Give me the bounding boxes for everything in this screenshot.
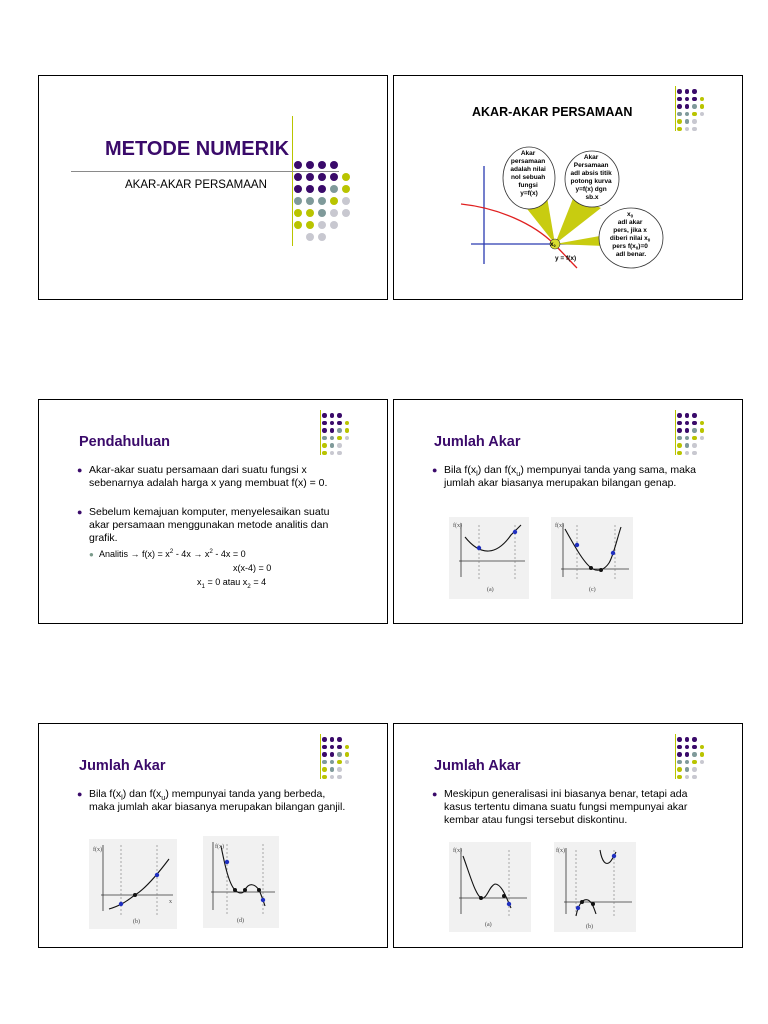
decorative-dot	[337, 451, 342, 456]
callout2-line: sb.x	[585, 194, 599, 201]
decorative-dot	[345, 436, 350, 441]
caption-a: (a)	[485, 922, 492, 928]
decorative-dot	[685, 760, 690, 765]
callout2-line: potong kurva	[570, 178, 612, 185]
slide-title: AKAR-AKAR PERSAMAAN	[472, 105, 633, 119]
slide-title[interactable]	[38, 75, 388, 300]
decorative-dot	[330, 737, 335, 742]
decorative-dot	[322, 737, 327, 742]
svg-text:f(x): f(x)	[215, 844, 224, 850]
decorative-dot	[306, 233, 314, 241]
decorative-dot	[692, 127, 697, 132]
decorative-dot	[700, 760, 705, 765]
decorative-dot	[692, 104, 697, 109]
decorative-dot	[294, 221, 302, 229]
callout2-line: y=f(x) dgn	[575, 186, 607, 193]
decorative-dot	[677, 760, 682, 765]
bullet-item: ● Bila $f(x_l)$ dan $f(x_u)$ mempunyai tanda yang berbeda, maka jumlah akar biasanya merupakan bilangan ganjil.	[77, 788, 346, 813]
callout3-line: )=0	[638, 243, 648, 250]
decorative-dot	[692, 428, 697, 433]
decorative-dot	[322, 436, 327, 441]
decorative-dot	[700, 97, 705, 102]
decorative-dot	[318, 173, 326, 181]
slide-jumlah-akar-kembar[interactable]	[393, 723, 743, 948]
decorative-dot	[330, 428, 335, 433]
root-diagram	[459, 146, 739, 276]
slide-jumlah-akar-ganjil[interactable]	[38, 723, 388, 948]
svg-text:x0 adl akar pers,: $x_0$ adl akar pers, jika x diberi nilai $x_0$ pers $f(x_0)=0$ adl benar.	[609, 211, 651, 258]
bullet-item: ● Bila $f(x_l)$ dan $f(x_u)$ mempunyai tanda yang sama, maka jumlah akar biasanya merupakan bilangan genap.	[432, 464, 697, 489]
decorative-dot	[337, 737, 342, 742]
root-label: x	[550, 241, 554, 248]
decorative-dot	[318, 161, 326, 169]
decorative-dot	[318, 185, 326, 193]
graph-d	[203, 836, 279, 928]
decorative-dot	[677, 752, 682, 757]
callout1-line: nol sebuah	[510, 174, 546, 181]
callout2-line: adl absis titik	[570, 170, 612, 177]
divider	[71, 171, 339, 172]
decorative-dot	[337, 421, 342, 426]
decorative-dot	[345, 428, 350, 433]
accent-line	[675, 410, 676, 455]
decorative-dot	[322, 775, 327, 780]
svg-text:f(x): f(x)	[555, 523, 564, 529]
svg-text:x0: x0	[550, 241, 556, 248]
decorative-dot	[692, 752, 697, 757]
decorative-dot	[322, 421, 327, 426]
decorative-dot	[306, 161, 314, 169]
decorative-dot	[677, 767, 682, 772]
caption-b: (b)	[586, 924, 593, 930]
decorative-dot	[700, 752, 705, 757]
callout1-line: fungsi	[518, 182, 538, 189]
bullet-item: ● Sebelum kemajuan komputer, menyelesaikan suatu akar persamaan menggunakan metode analitis dan grafik.	[77, 506, 330, 544]
decorative-dot	[692, 119, 697, 124]
decorative-dot	[692, 737, 697, 742]
caption-b: (b)	[133, 919, 140, 925]
decorative-dot	[294, 197, 302, 205]
decorative-dot	[337, 436, 342, 441]
decorative-dot	[337, 752, 342, 757]
bullet-item: ● Meskipun generalisasi ini biasanya benar, tetapi ada kasus tertentu dimana suatu fungsi mempunyai akar kembar atau fungsi tersebut diskontinu.	[432, 788, 688, 826]
decorative-dot	[692, 421, 697, 426]
decorative-dot	[685, 97, 690, 102]
decorative-dot	[322, 443, 327, 448]
graph-a	[449, 517, 529, 599]
decorative-dot	[330, 173, 338, 181]
decorative-dot	[700, 745, 705, 750]
decorative-dot	[677, 89, 682, 94]
slide-akar-akar[interactable]	[393, 75, 743, 300]
decorative-dot	[685, 428, 690, 433]
decorative-dot	[322, 760, 327, 765]
decorative-dot	[330, 451, 335, 456]
decorative-dot	[692, 89, 697, 94]
decorative-dot	[337, 767, 342, 772]
decorative-dot	[692, 451, 697, 456]
slide-jumlah-akar-genap[interactable]	[393, 399, 743, 624]
callout3-line: pers, jika x	[613, 227, 647, 234]
decorative-dot	[330, 161, 338, 169]
decorative-dot	[692, 760, 697, 765]
callout3-line: x	[627, 211, 631, 218]
decorative-dot	[685, 119, 690, 124]
decorative-dot	[337, 775, 342, 780]
slide-title: Jumlah Akar	[434, 434, 521, 450]
decorative-dot	[337, 443, 342, 448]
decorative-dot	[330, 185, 338, 193]
decorative-dot	[345, 421, 350, 426]
caption-d: (d)	[237, 918, 244, 924]
decorative-dot	[318, 233, 326, 241]
decorative-dot	[685, 104, 690, 109]
svg-text:f(x): f(x)	[453, 523, 462, 529]
decorative-dot	[685, 436, 690, 441]
decorative-dot	[685, 451, 690, 456]
decorative-dot	[330, 221, 338, 229]
decorative-dot	[294, 161, 302, 169]
decorative-dot	[330, 436, 335, 441]
decorative-dot	[342, 197, 350, 205]
page-subtitle: AKAR-AKAR PERSAMAAN	[125, 179, 267, 191]
decorative-dot	[685, 443, 690, 448]
accent-line	[675, 86, 676, 131]
decorative-dot	[345, 745, 350, 750]
decorative-dot	[318, 209, 326, 217]
decorative-dot	[330, 443, 335, 448]
callout3-line: adl benar.	[615, 251, 647, 258]
decorative-dot	[677, 112, 682, 117]
decorative-dot	[294, 185, 302, 193]
svg-text:f(x): f(x)	[453, 848, 462, 854]
decorative-dot	[685, 421, 690, 426]
decorative-dot	[306, 197, 314, 205]
decorative-dot	[330, 745, 335, 750]
decorative-dot	[322, 767, 327, 772]
decorative-dot	[318, 197, 326, 205]
decorative-dot	[677, 104, 682, 109]
decorative-dot	[677, 451, 682, 456]
decorative-dot	[337, 428, 342, 433]
callout3-line: diberi nilai x	[609, 235, 648, 242]
decorative-dot	[330, 413, 335, 418]
sub-bullet-analitis: ● Analitis → $f(x) = x^2 - 4x \to x^2 - 4x = 0$	[89, 548, 246, 559]
decorative-dot	[677, 436, 682, 441]
decorative-dot	[692, 97, 697, 102]
decorative-dot	[677, 97, 682, 102]
decorative-dot	[685, 127, 690, 132]
decorative-dot	[342, 173, 350, 181]
equation-line: x(x-4) = 0	[233, 563, 272, 573]
decorative-dot	[337, 745, 342, 750]
decorative-dot	[318, 221, 326, 229]
decorative-dot	[677, 413, 682, 418]
decorative-dot	[345, 752, 350, 757]
svg-text:f(x): f(x)	[556, 848, 565, 854]
decorative-dot	[692, 775, 697, 780]
decorative-dot	[322, 745, 327, 750]
decorative-dot	[677, 745, 682, 750]
graph-discontinuous	[554, 842, 636, 932]
caption-a: (a)	[487, 587, 494, 593]
decorative-dot	[692, 112, 697, 117]
decorative-dot	[294, 209, 302, 217]
slide-pendahuluan[interactable]	[38, 399, 388, 624]
decorative-dot	[342, 185, 350, 193]
page-title: METODE NUMERIK	[105, 138, 290, 160]
decorative-dot	[330, 760, 335, 765]
callout3-line: adl akar	[617, 219, 643, 226]
decorative-dot	[322, 451, 327, 456]
decorative-dot	[692, 767, 697, 772]
decorative-dot	[692, 443, 697, 448]
graph-double-root	[449, 842, 531, 932]
decorative-dot	[330, 752, 335, 757]
callout2-line: Akar	[583, 154, 599, 161]
decorative-dot	[700, 112, 705, 117]
decorative-dot	[685, 767, 690, 772]
decorative-dot	[692, 745, 697, 750]
decorative-dot	[306, 209, 314, 217]
decorative-dot	[677, 119, 682, 124]
decorative-dot	[294, 173, 302, 181]
decorative-dot	[306, 173, 314, 181]
decorative-dot	[322, 752, 327, 757]
decorative-dot	[330, 775, 335, 780]
decorative-dot	[677, 443, 682, 448]
slide-title: Pendahuluan	[79, 434, 171, 450]
callout1-line: y=f(x)	[520, 190, 538, 197]
decorative-dot	[700, 436, 705, 441]
slide-title: Jumlah Akar	[79, 758, 166, 774]
decorative-dot	[322, 428, 327, 433]
accent-line	[292, 116, 293, 246]
decorative-dot	[677, 421, 682, 426]
decorative-dot	[337, 760, 342, 765]
callout1-line: Akar	[520, 150, 536, 157]
accent-line	[675, 734, 676, 779]
decorative-dot	[685, 775, 690, 780]
decorative-dot	[685, 89, 690, 94]
callout3-line: pers f(x	[612, 243, 636, 250]
decorative-dot	[330, 197, 338, 205]
decorative-dot	[345, 760, 350, 765]
decorative-dot	[685, 745, 690, 750]
decorative-dot	[306, 185, 314, 193]
decorative-dot	[677, 428, 682, 433]
graph-c	[551, 517, 633, 599]
decorative-dot	[700, 421, 705, 426]
callout2-line: Persamaan	[573, 162, 609, 169]
decorative-dot	[322, 413, 327, 418]
callout1-line: persamaan	[510, 158, 546, 165]
bullet-item: ● Akar-akar suatu persamaan dari suatu fungsi x sebenarnya adalah harga x yang membuat f(x) = 0.	[77, 464, 328, 489]
decorative-dot	[700, 104, 705, 109]
curve-label: y = f(x)	[555, 255, 577, 262]
decorative-dot	[677, 127, 682, 132]
decorative-dot	[306, 221, 314, 229]
decorative-dot	[330, 767, 335, 772]
decorative-dot	[692, 436, 697, 441]
graph-b	[89, 839, 177, 929]
callout1-line: adalah nilai	[510, 166, 546, 173]
decorative-dot	[685, 737, 690, 742]
decorative-dot	[342, 209, 350, 217]
accent-line	[320, 734, 321, 779]
decorative-dot	[677, 737, 682, 742]
decorative-dot	[700, 428, 705, 433]
caption-c: (c)	[589, 587, 596, 593]
decorative-dot	[685, 413, 690, 418]
accent-line	[320, 410, 321, 455]
decorative-dot	[330, 209, 338, 217]
svg-text:x: x	[169, 899, 172, 905]
decorative-dot	[677, 775, 682, 780]
decorative-dot	[337, 413, 342, 418]
slide-title: Jumlah Akar	[434, 758, 521, 774]
equation-line: $x_1 = 0$ atau $x_2 = 4$	[197, 577, 267, 590]
svg-text:f(x): f(x)	[93, 847, 102, 853]
decorative-dot	[685, 752, 690, 757]
decorative-dot	[330, 421, 335, 426]
decorative-dot	[685, 112, 690, 117]
decorative-dot	[692, 413, 697, 418]
